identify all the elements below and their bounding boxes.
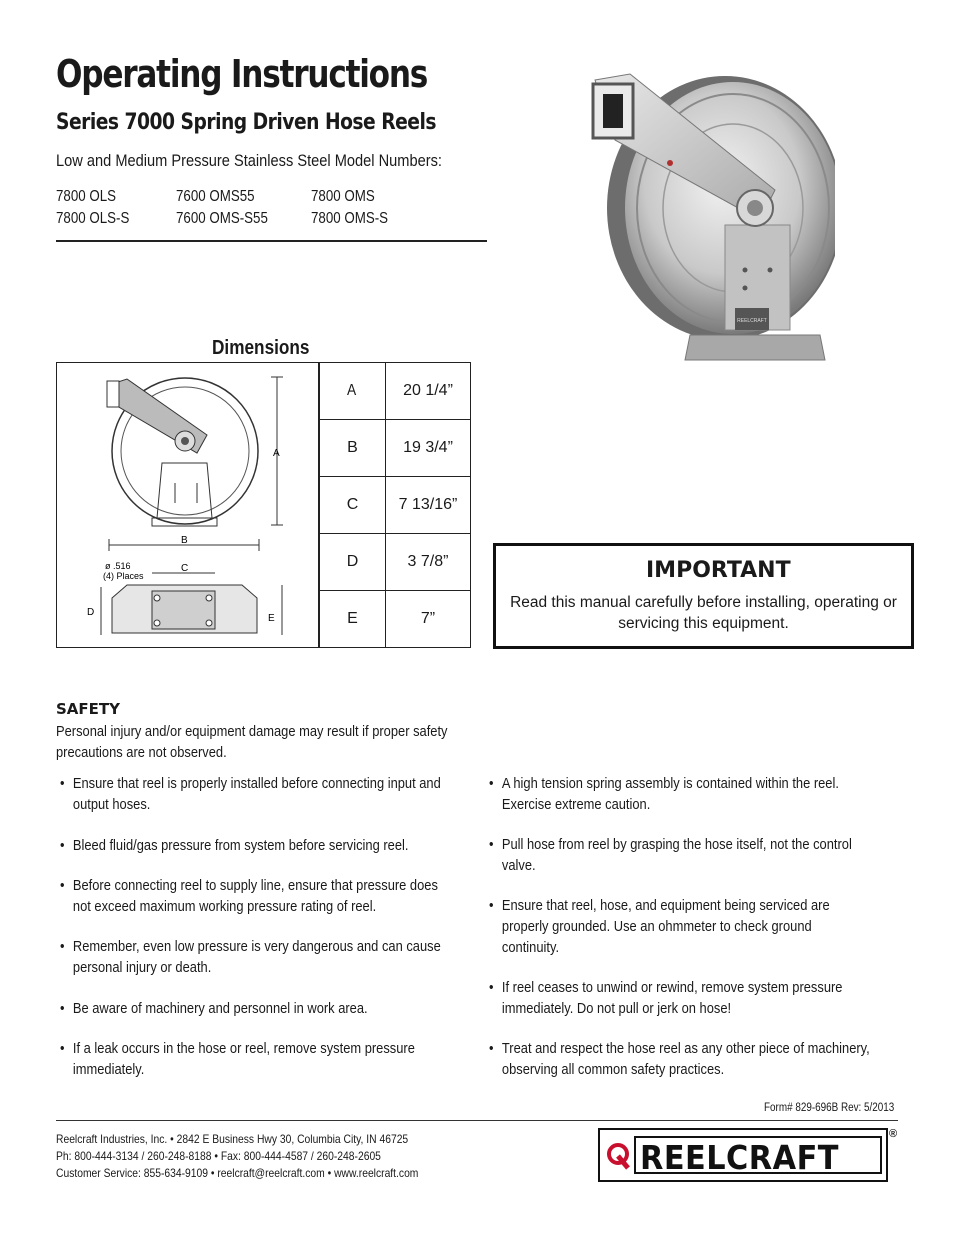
dimension-label: C xyxy=(320,477,386,534)
bullet-icon: • xyxy=(60,938,65,955)
bullet-icon: • xyxy=(489,897,494,914)
places-label: (4) Places xyxy=(103,571,144,581)
safety-bullet: • Treat and respect the hose reel as any other piece of machinery, observing all common safety practices. xyxy=(489,1040,870,1078)
safety-intro xyxy=(56,721,469,763)
bullet-icon: • xyxy=(60,775,65,792)
hole-label: ø .516 xyxy=(105,561,131,571)
safety-bullet: • Remember, even low pressure is very dangerous and can cause personal injury or death. xyxy=(60,938,441,976)
dimension-label: E xyxy=(320,591,386,648)
model-number: 7800 OLS-S xyxy=(56,210,130,227)
reelcraft-logo xyxy=(598,1128,888,1182)
safety-bullet: • Ensure that reel is properly installed before connecting input and output hoses. xyxy=(60,775,441,813)
model-number: 7800 OMS-S xyxy=(311,210,389,227)
important-line: Read this manual carefully before installing, operating or xyxy=(510,594,897,611)
dimension-value: 7 13/16” xyxy=(386,477,471,534)
important-notice xyxy=(493,543,914,649)
safety-bullet: • Pull hose from reel by grasping the hose itself, not the control valve. xyxy=(489,836,852,874)
dimension-drawing xyxy=(56,362,319,648)
logo-wordmark-box xyxy=(634,1136,882,1177)
bullet-icon: • xyxy=(489,836,494,853)
bullet-icon: • xyxy=(489,1040,494,1057)
bullet-icon: • xyxy=(489,775,494,792)
safety-bullet: • A high tension spring assembly is contained within the reel. Exercise extreme caution. xyxy=(489,775,839,813)
dimension-label: A xyxy=(320,363,386,420)
model-number: 7800 OLS xyxy=(56,188,117,205)
table-row xyxy=(320,534,471,591)
safety-bullet: • Ensure that reel, hose, and equipment being serviced are properly grounded. Use an ohmmeter to check ground continuity. xyxy=(489,897,830,956)
dimension-value: 7” xyxy=(386,591,471,648)
dimensions-table xyxy=(319,362,471,648)
table-row xyxy=(320,591,471,648)
dimension-label: D xyxy=(320,534,386,591)
models-intro: Low and Medium Pressure Stainless Steel Model Numbers: xyxy=(56,151,442,170)
important-line: servicing this equipment. xyxy=(618,615,789,632)
safety-bullet: • Before connecting reel to supply line, ensure that pressure does not exceed maximum working pressure rating of reel. xyxy=(60,877,438,915)
dimension-label: B xyxy=(320,420,386,477)
important-text xyxy=(496,592,911,634)
photo-plate-label: REELCRAFT xyxy=(737,318,767,324)
safety-bullet: • If reel ceases to unwind or rewind, remove system pressure immediately. Do not pull or jerk on hose! xyxy=(489,979,843,1017)
safety-bullet: • Be aware of machinery and personnel in work area. xyxy=(60,1000,368,1017)
page-subtitle: Series 7000 Spring Driven Hose Reels xyxy=(56,110,436,135)
bullet-icon: • xyxy=(60,877,65,894)
header-divider xyxy=(56,240,487,242)
safety-bullet: • Bleed fluid/gas pressure from system before servicing reel. xyxy=(60,837,409,854)
bullet-icon: • xyxy=(489,979,494,996)
safety-intro-line: Personal injury and/or equipment damage may result if proper safety xyxy=(56,723,448,740)
footer-contact: Customer Service: 855-634-9109 • reelcraft@reelcraft.com • www.reelcraft.com xyxy=(56,1166,419,1180)
dim-label-a: A xyxy=(273,448,280,459)
safety-intro-line: precautions are not observed. xyxy=(56,744,227,761)
dimension-value: 19 3/4” xyxy=(386,420,471,477)
footer-address: Reelcraft Industries, Inc. • 2842 E Business Hwy 30, Columbia City, IN 46725 xyxy=(56,1132,409,1146)
model-number: 7600 OMS-S55 xyxy=(176,210,268,227)
form-number: Form# 829-696B Rev: 5/2013 xyxy=(764,1102,895,1114)
bullet-icon: • xyxy=(60,1040,65,1057)
logo-wordmark: REELCRAFT xyxy=(640,1138,839,1177)
table-row xyxy=(320,477,471,534)
footer-divider xyxy=(56,1120,898,1121)
table-row xyxy=(320,420,471,477)
dim-label-e: E xyxy=(268,613,275,624)
dimension-value: 3 7/8” xyxy=(386,534,471,591)
dim-label-d: D xyxy=(87,607,95,618)
model-number: 7800 OMS xyxy=(311,188,375,205)
bullet-icon: • xyxy=(60,837,65,854)
bullet-icon: • xyxy=(60,1000,65,1017)
dimension-value: 20 1/4” xyxy=(386,363,471,420)
footer-phone: Ph: 800-444-3134 / 260-248-8188 • Fax: 800-444-4587 / 260-248-2605 xyxy=(56,1149,381,1163)
model-number: 7600 OMS55 xyxy=(176,188,255,205)
reel-diagram xyxy=(57,363,320,649)
important-title: IMPORTANT xyxy=(646,558,791,583)
page-title: Operating Instructions xyxy=(56,52,428,96)
registered-mark: ® xyxy=(889,1128,898,1140)
table-row xyxy=(320,363,471,420)
safety-heading: SAFETY xyxy=(56,700,120,718)
dim-label-b: B xyxy=(181,535,188,546)
dimensions-heading: Dimensions xyxy=(212,337,310,359)
hose-reel-photo xyxy=(575,60,835,365)
dim-label-c: C xyxy=(181,563,189,574)
safety-bullet: • If a leak occurs in the hose or reel, remove system pressure immediately. xyxy=(60,1040,415,1078)
reelcraft-q-icon xyxy=(606,1142,632,1170)
